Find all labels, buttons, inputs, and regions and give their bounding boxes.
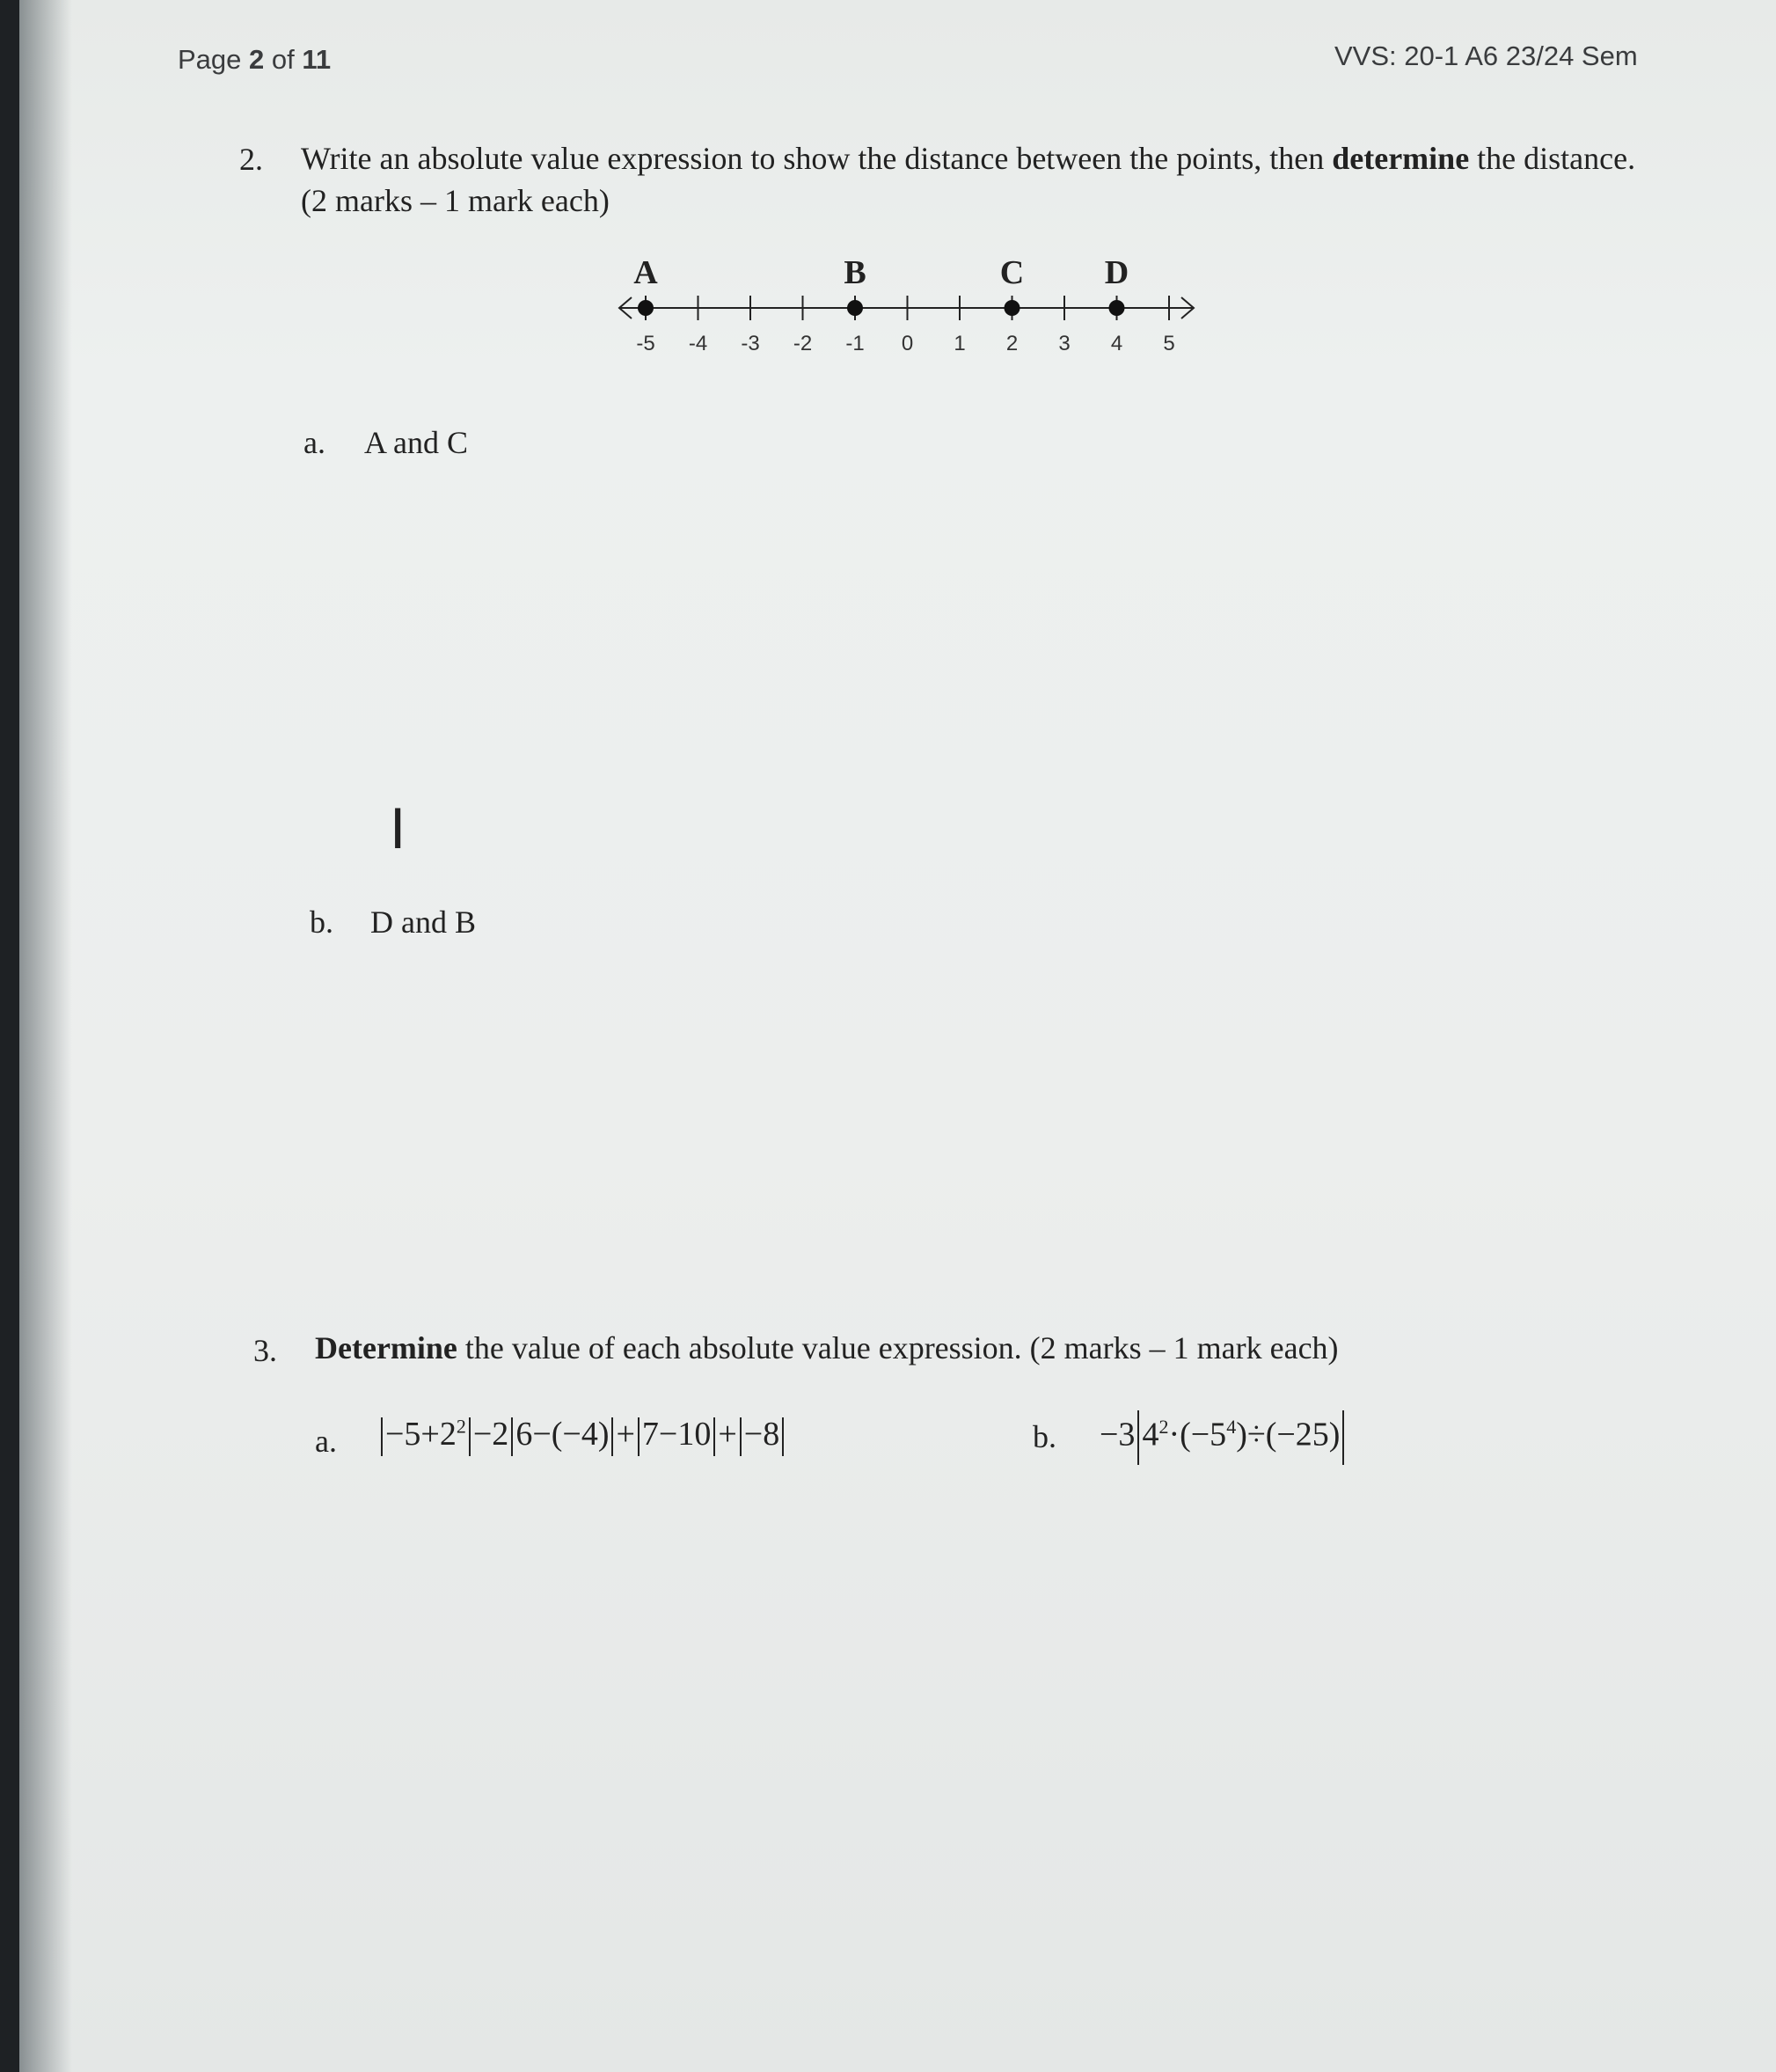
tick-label: -5 — [636, 332, 655, 355]
screen-edge-shadow — [19, 0, 72, 2072]
point-c — [1005, 300, 1020, 316]
question-3b-label: b. — [1033, 1419, 1056, 1454]
question-2a-text: A and C — [364, 425, 469, 460]
point-label-a: A — [633, 254, 658, 291]
tick-label: -1 — [845, 332, 865, 355]
point-label-b: B — [844, 254, 866, 291]
document-screen — [19, 0, 1776, 2072]
course-code: VVS: 20-1 A6 23/24 Sem — [1334, 40, 1638, 71]
point-b — [847, 300, 863, 316]
question-2-text: Write an absolute value expression to show the distance between the points, then determine the distance. (2 marks – 1 mark each) — [301, 141, 1636, 218]
question-2b-label: b. — [310, 904, 333, 940]
tick-label: 0 — [901, 332, 914, 355]
question-2b-text: D and B — [370, 904, 476, 940]
tick-label: 1 — [954, 332, 966, 355]
tick-label: 2 — [1005, 332, 1019, 355]
question-3a-label: a. — [315, 1424, 337, 1459]
tick-label: -3 — [741, 332, 760, 355]
tick-label: -4 — [688, 332, 708, 355]
question-3-number: 3. — [253, 1333, 277, 1368]
question-2-number: 2. — [239, 142, 263, 177]
question-3a-expression: $-5+2^2 -2$ 6−(−4) + 7−10 + −8 — [378, 1415, 786, 1456]
point-label-d: D — [1104, 254, 1129, 291]
tick-label: 3 — [1058, 332, 1071, 355]
question-2a-label: a. — [303, 425, 325, 460]
tick-label: 4 — [1110, 332, 1123, 355]
point-label-c: C — [999, 254, 1025, 291]
text-cursor-icon: I — [390, 797, 406, 861]
point-d — [1109, 300, 1125, 316]
page-indicator: Page 2 of 11 — [178, 44, 332, 75]
number-line — [609, 246, 1207, 370]
tick-label: -2 — [793, 332, 813, 355]
question-3b-expression: −3 $4^2\cdot(-5^4)\div(-25)$ — [1100, 1410, 1347, 1465]
point-a — [638, 300, 654, 316]
tick-label: 5 — [1163, 332, 1175, 355]
question-3-text: Determine the value of each absolute value expression. (2 marks – 1 mark each) — [315, 1330, 1339, 1365]
